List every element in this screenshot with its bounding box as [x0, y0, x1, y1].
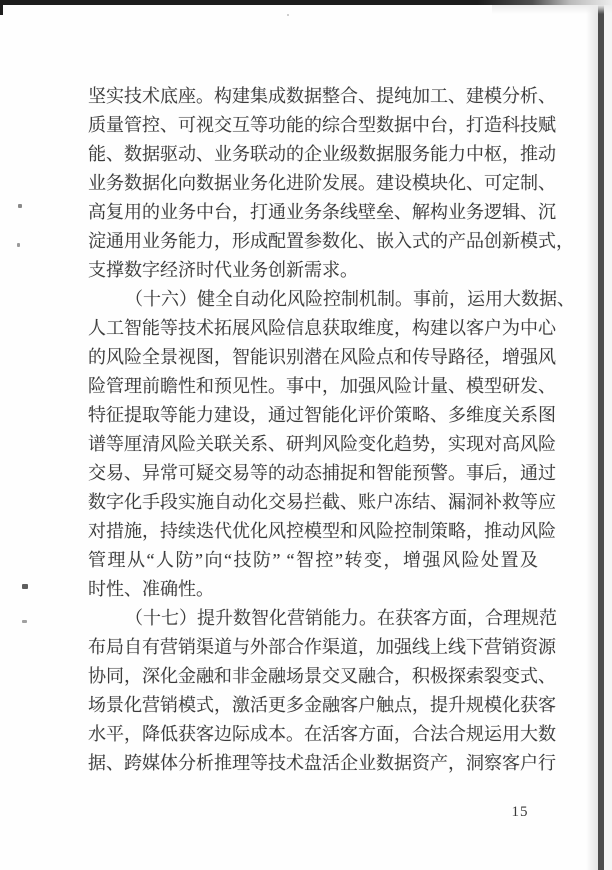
- text-line: 质量管控、可视交互等功能的综合型数据中台，打造科技赋: [88, 115, 556, 135]
- page-number: 15: [511, 804, 529, 820]
- text-line: 淀通用业务能力，形成配置参数化、嵌入式的产品创新模式，: [88, 231, 574, 251]
- text-line: 交易、异常可疑交易等的动态捕捉和智能预警。事后，通过: [88, 463, 556, 483]
- text-line: 高复用的业务中台，打通业务条线壁垒、解构业务逻辑、沉: [88, 202, 556, 222]
- text-line: 人工智能等技术拓展风险信息获取维度，构建以客户为中心: [88, 318, 556, 338]
- scan-speck: [22, 584, 28, 589]
- text-line: 水平，降低获客边际成本。在活客方面，合法合规运用大数: [88, 724, 556, 744]
- scan-right-haze: [586, 0, 598, 870]
- scan-speck: [18, 204, 22, 208]
- scan-speck: [287, 14, 289, 16]
- text-line: 管理从“人防”向“技防” “智控”转变，增强风险处置及: [88, 550, 538, 570]
- text-line: 谱等厘清风险关联关系、研判风险变化趋势，实现对高风险: [88, 434, 556, 454]
- scan-speck: [22, 620, 27, 623]
- scan-top-right-haze: [492, 5, 612, 14]
- text-line: （十六）健全自动化风险控制机制。事前，运用大数据、: [125, 289, 575, 309]
- text-line: 业务数据化向数据业务化进阶发展。建设模块化、可定制、: [88, 173, 556, 193]
- document-lines: [88, 82, 575, 778]
- scan-top-edge: [0, 0, 612, 5]
- text-line: 时性、准确性。: [88, 579, 214, 599]
- scan-speck: [17, 243, 20, 247]
- text-line: 的风险全景视图，智能识别潜在风险点和传导路径，增强风: [88, 347, 556, 367]
- text-line: 场景化营销模式，激活更多金融客户触点，提升规模化获客: [88, 695, 556, 715]
- text-line: 数字化手段实施自动化交易拦截、账户冻结、漏洞补救等应: [88, 492, 556, 512]
- text-line: 支撑数字经济时代业务创新需求。: [88, 260, 358, 280]
- text-line: 对措施，持续迭代优化风控模型和风险控制策略，推动风险: [88, 521, 556, 541]
- text-line: 特征提取等能力建设，通过智能化评价策略、多维度关系图: [88, 405, 556, 425]
- scan-right-edge-line: [598, 2, 604, 870]
- scan-left-corner-edge: [0, 0, 3, 15]
- scan-right-margin: [604, 0, 612, 870]
- text-line: 据、跨媒体分析推理等技术盘活企业数据资产，洞察客户行: [88, 753, 556, 773]
- text-line: 协同，深化金融和非金融场景交叉融合，积极探索裂变式、: [88, 666, 556, 686]
- text-line: 能、数据驱动、业务联动的企业级数据服务能力中枢，推动: [88, 144, 556, 164]
- text-line: 险管理前瞻性和预见性。事中，加强风险计量、模型研发、: [88, 376, 556, 396]
- text-line: 布局自有营销渠道与外部合作渠道，加强线上线下营销资源: [88, 637, 556, 657]
- text-line: 坚实技术底座。构建集成数据整合、提纯加工、建模分析、: [88, 86, 556, 106]
- text-line: （十七）提升数智化营销能力。在获客方面，合理规范: [125, 608, 557, 628]
